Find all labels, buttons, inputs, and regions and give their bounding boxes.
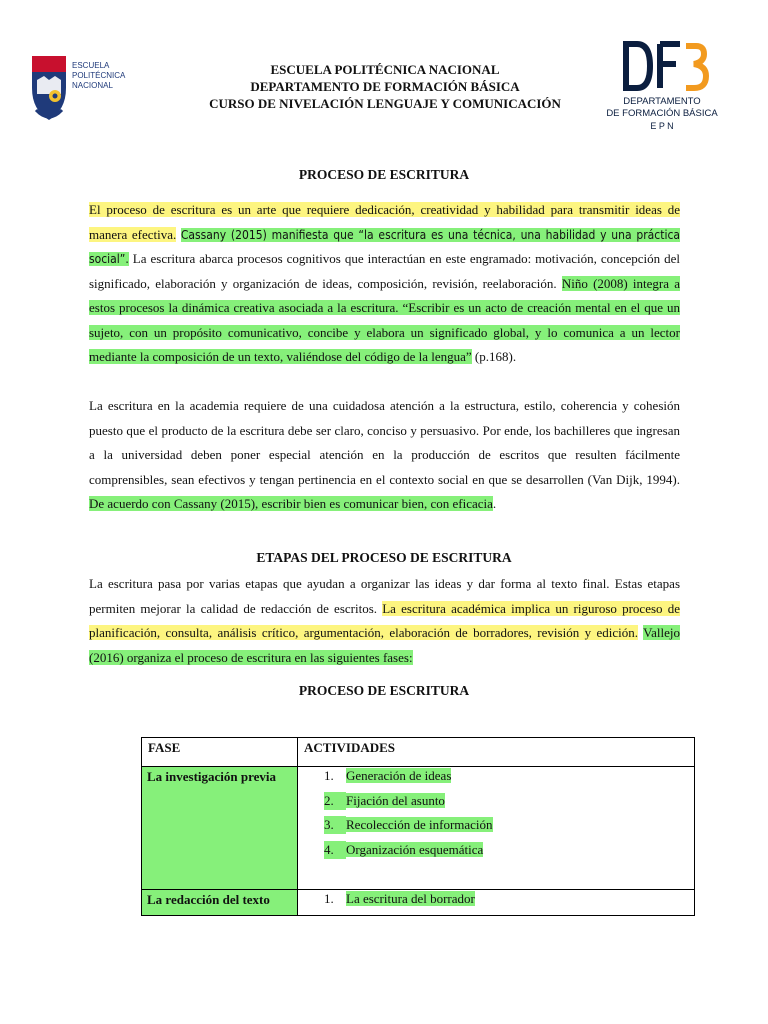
activity-number: 1. bbox=[324, 768, 334, 783]
document-header bbox=[170, 61, 600, 112]
activity-text: Generación de ideas bbox=[346, 768, 452, 783]
para2-text: La escritura en la academia requiere de una cuidadosa atención a la estructura, estilo, coherencia y cohesión puesto que el producto de la escritura debe ser claro, conciso y persuasivo. Por ende, los bachilleres que ingresan a la universidad deben poner especial atención en la producción de escritos que resulten fácilmente comprensibles, sean efectivos y tengan pertinencia en el contexto social en que se desarrollen (Van Dijk, 1994). bbox=[89, 398, 680, 487]
epn-logo bbox=[28, 50, 128, 126]
table-cell-fase bbox=[142, 890, 298, 916]
paragraph-etapas bbox=[89, 572, 680, 670]
table-row bbox=[142, 890, 695, 916]
para2-highlight-green: De acuerdo con Cassany (2015), escribir bien es comunicar bien, con eficacia bbox=[89, 496, 493, 511]
para3-text: La escritura pasa por varias etapas que ayudan a organizar las ideas y dar forma al texto final. Estas etapas permiten mejorar la calidad de redacción de escritos. bbox=[89, 576, 680, 616]
header-line-course: CURSO DE NIVELACIÓN LENGUAJE Y COMUNICACIÓN bbox=[209, 96, 561, 111]
activity-number: 3. bbox=[324, 816, 346, 834]
epn-logo-line3: NACIONAL bbox=[72, 81, 113, 90]
activity-text: Fijación del asunto bbox=[346, 792, 445, 808]
activity-number: 2. bbox=[324, 792, 346, 810]
header-line-institution: ESCUELA POLITÉCNICA NACIONAL bbox=[270, 62, 500, 77]
activity-number: 4. bbox=[324, 841, 346, 859]
table-title: PROCESO DE ESCRITURA bbox=[298, 683, 470, 698]
fase-label: La investigación previa bbox=[147, 769, 277, 784]
para3-highlight-green: Vallejo (2016) organiza el proceso de escritura en las siguientes fases: bbox=[89, 625, 680, 665]
dfb-logo-line3: E P N bbox=[650, 121, 674, 131]
para1-quote-nino: Niño (2008) integra a estos procesos la dinámica creativa asociada a la escritura. “Escribir es un acto de creación mental en el que un sujeto, con un propósito comunicativo, concibe y elabora un significado global, y lo comunica a un lector mediante la composición de un texto, valiéndose del código de la lengua” bbox=[89, 275, 680, 364]
para1-text: La escritura abarca procesos cognitivos que interactúan en este engramado: motivación, concepción del significado, elaboración y organización de ideas, composición, revisión, reelaboración. bbox=[89, 251, 680, 291]
header-line-department: DEPARTAMENTO DE FORMACIÓN BÁSICA bbox=[250, 79, 520, 94]
para1-quote-cassany: Cassany (2015) manifiesta que “la escritura es una técnica, una habilidad y una práctica social”. bbox=[89, 227, 680, 266]
para1-citation: (p.168). bbox=[474, 349, 517, 364]
para1-highlight-yellow: El proceso de escritura es un arte que requiere dedicación, creatividad y habilidad para transmitir ideas de manera efectiva. bbox=[89, 202, 680, 242]
list-item bbox=[298, 841, 694, 866]
activity-list bbox=[298, 767, 694, 865]
paragraph-intro bbox=[89, 198, 680, 370]
dfb-logo-line1: DEPARTAMENTO bbox=[623, 96, 701, 107]
activity-number: 1. bbox=[324, 891, 334, 906]
phases-table bbox=[141, 737, 695, 916]
para2-period: . bbox=[492, 496, 497, 511]
activity-text: La escritura del borrador bbox=[346, 891, 475, 906]
activity-list bbox=[298, 890, 694, 915]
list-item bbox=[298, 792, 694, 817]
table-header-actividades: ACTIVIDADES bbox=[298, 738, 695, 767]
para3-highlight-yellow: La escritura académica implica un riguroso proceso de planificación, consulta, análisis crítico, argumentación, elaboración de borradores, revisión y edición. bbox=[89, 600, 680, 640]
table-row bbox=[142, 767, 695, 890]
list-item bbox=[298, 816, 694, 841]
epn-logo-line2: POLITÉCNICA bbox=[72, 71, 126, 80]
activity-text: Organización esquemática bbox=[346, 841, 484, 857]
list-item bbox=[298, 767, 694, 792]
section-title-etapas: ETAPAS DEL PROCESO DE ESCRITURA bbox=[256, 550, 512, 565]
table-header-row bbox=[142, 738, 695, 767]
table-cell-activities bbox=[298, 767, 695, 890]
activity-text: Recolección de información bbox=[346, 817, 493, 832]
table-cell-fase bbox=[142, 767, 298, 890]
dfb-logo bbox=[604, 40, 720, 134]
section-title-proceso: PROCESO DE ESCRITURA bbox=[298, 167, 470, 182]
fase-label: La redacción del texto bbox=[147, 892, 270, 907]
table-header-fase: FASE bbox=[142, 738, 298, 767]
table-cell-activities bbox=[298, 890, 695, 916]
epn-logo-line1: ESCUELA bbox=[72, 61, 110, 70]
list-item bbox=[298, 890, 694, 915]
paragraph-academia bbox=[89, 394, 680, 517]
dfb-logo-line2: DE FORMACIÓN BÁSICA bbox=[606, 108, 718, 119]
